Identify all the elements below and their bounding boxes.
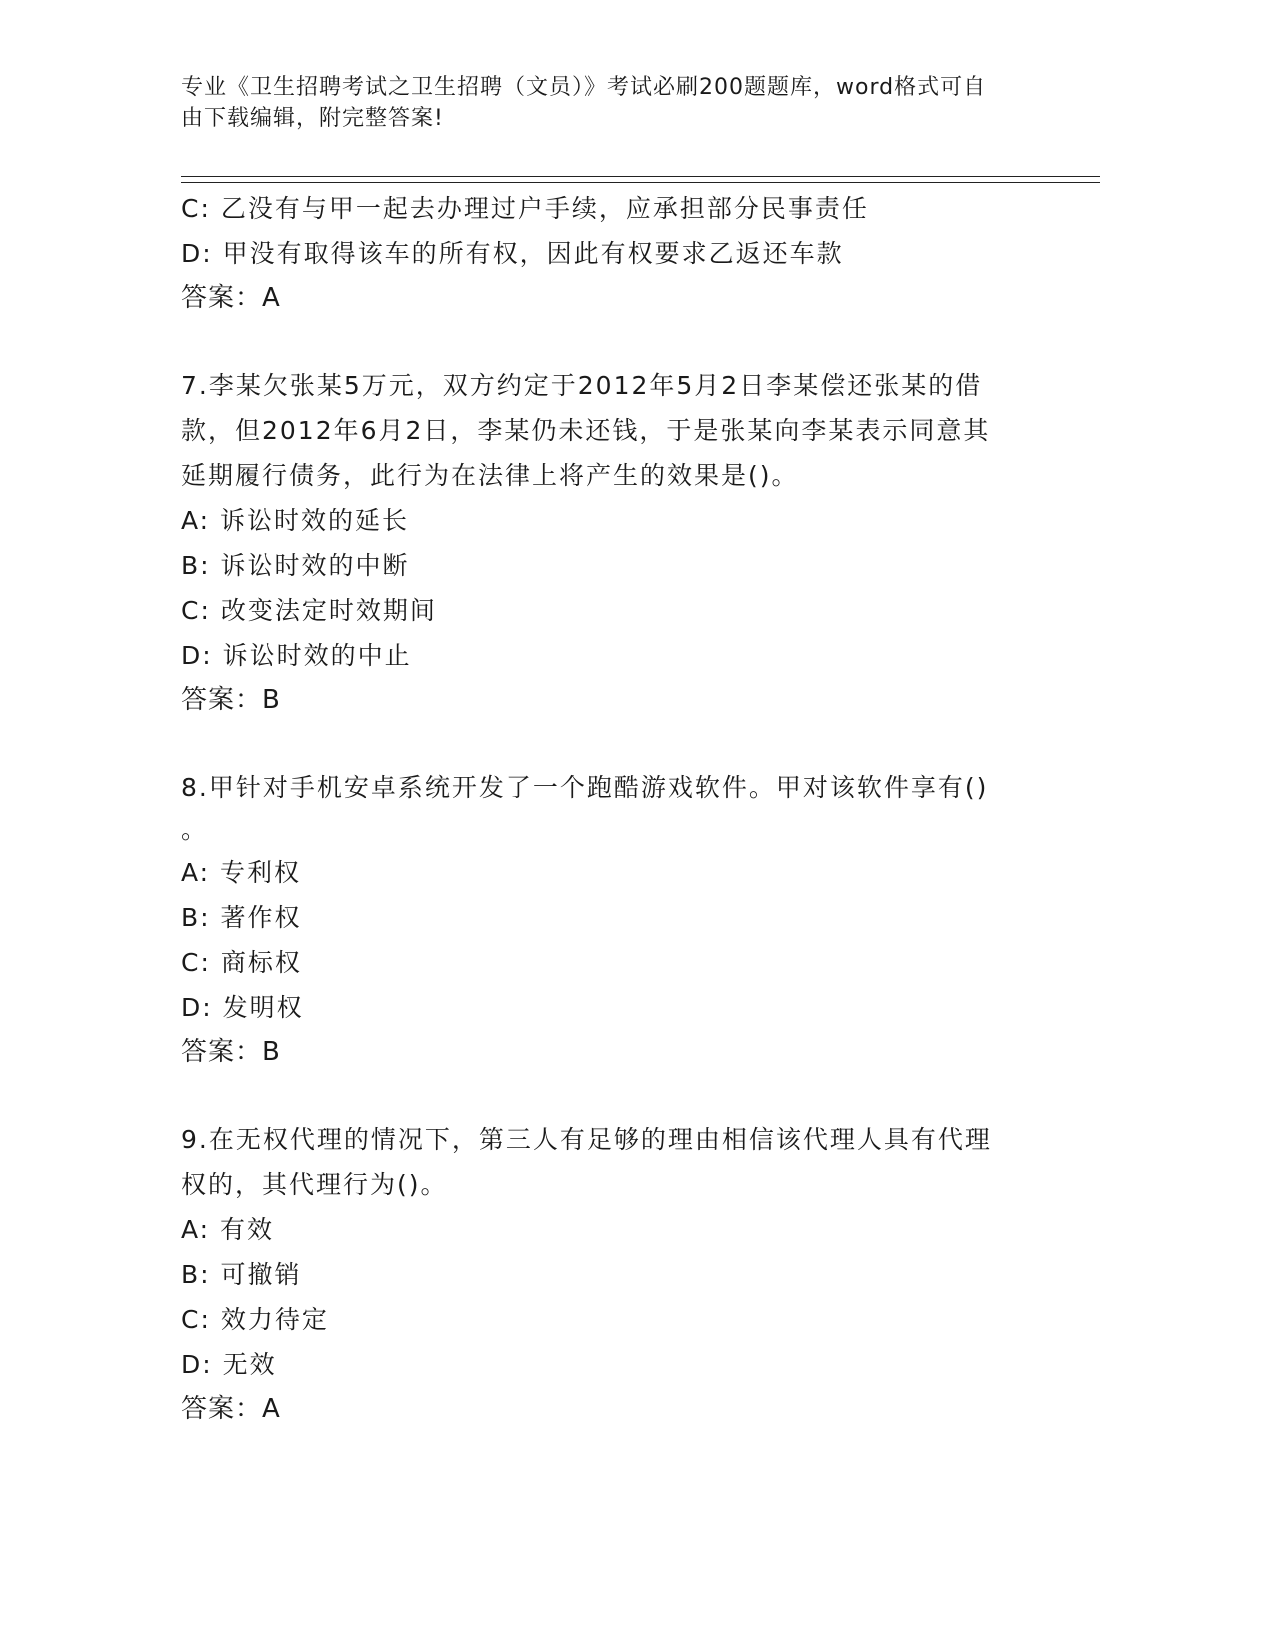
header-rule-top bbox=[181, 176, 1100, 177]
option-d: D: 发明权 bbox=[181, 993, 304, 1022]
question-stem-line: 。 bbox=[181, 815, 209, 844]
question-8 bbox=[181, 765, 1081, 1075]
option-b: B: 著作权 bbox=[181, 903, 302, 932]
answer: 答案：B bbox=[181, 1037, 281, 1067]
question-9 bbox=[181, 1117, 1081, 1432]
question-content bbox=[181, 186, 1081, 1432]
answer: 答案：A bbox=[181, 283, 281, 313]
option-b: B: 诉讼时效的中断 bbox=[181, 551, 410, 580]
option-a: A: 诉讼时效的延长 bbox=[181, 506, 410, 535]
spacer bbox=[181, 1075, 1081, 1117]
question-7 bbox=[181, 363, 1081, 723]
spacer bbox=[181, 321, 1081, 363]
header-line-2: 由下载编辑，附完整答案! bbox=[181, 106, 444, 131]
document-header bbox=[181, 72, 1041, 134]
option-d: D: 无效 bbox=[181, 1350, 277, 1379]
question-stem-line: 7.李某欠张某5万元，双方约定于2012年5月2日李某偿还张某的借 bbox=[181, 371, 983, 400]
question-stem-line: 9.在无权代理的情况下，第三人有足够的理由相信该代理人具有代理 bbox=[181, 1125, 992, 1154]
question-stem-line: 延期履行债务，此行为在法律上将产生的效果是()。 bbox=[181, 461, 799, 490]
option-c: C: 商标权 bbox=[181, 948, 302, 977]
header-rule-bottom bbox=[181, 182, 1100, 183]
option-c: C: 改变法定时效期间 bbox=[181, 596, 437, 625]
option-c: C: 效力待定 bbox=[181, 1305, 329, 1334]
option-d: D: 诉讼时效的中止 bbox=[181, 641, 412, 670]
option-a: A: 有效 bbox=[181, 1215, 275, 1244]
option-a: A: 专利权 bbox=[181, 858, 302, 887]
header-line-1: 专业《卫生招聘考试之卫生招聘（文员）》考试必刷200题题库，word格式可自 bbox=[181, 75, 987, 100]
option-b: B: 可撤销 bbox=[181, 1260, 302, 1289]
option-d: D: 甲没有取得该车的所有权，因此有权要求乙返还车款 bbox=[181, 239, 844, 268]
answer: 答案：A bbox=[181, 1394, 281, 1424]
option-c: C: 乙没有与甲一起去办理过户手续，应承担部分民事责任 bbox=[181, 194, 869, 223]
question-stem-line: 权的，其代理行为()。 bbox=[181, 1170, 448, 1199]
spacer bbox=[181, 723, 1081, 765]
question-6-partial bbox=[181, 186, 1081, 321]
question-stem-line: 8.甲针对手机安卓系统开发了一个跑酷游戏软件。甲对该软件享有() bbox=[181, 773, 989, 802]
answer: 答案：B bbox=[181, 685, 281, 715]
question-stem-line: 款，但2012年6月2日，李某仍未还钱，于是张某向李某表示同意其 bbox=[181, 416, 991, 445]
